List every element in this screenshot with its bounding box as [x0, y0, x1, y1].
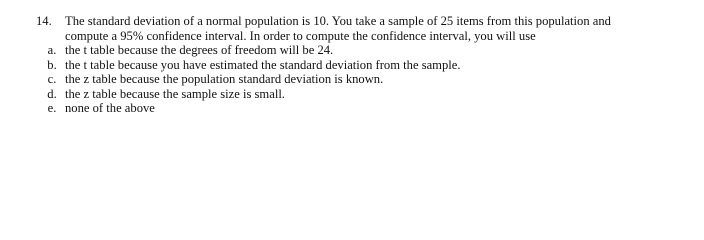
option-letter: d. — [47, 86, 57, 101]
option-text: none of the above — [65, 101, 155, 115]
option-d — [36, 87, 696, 102]
answer-options — [36, 43, 696, 116]
option-letter: c. — [47, 72, 57, 86]
option-letter: a. — [47, 43, 57, 57]
stem-line-2: compute a 95% confidence interval. In order to compute the confidence interval, you will use — [65, 28, 536, 43]
option-letter: b. — [47, 57, 57, 72]
stem-line-1: The standard deviation of a normal population is 10. You take a sample of 25 items from this population and — [65, 14, 611, 28]
option-e — [36, 101, 696, 116]
option-text: the t table because you have estimated the standard deviation from the sample. — [65, 57, 461, 72]
question-number: 14. — [36, 14, 52, 28]
option-c — [36, 72, 696, 87]
option-b — [36, 58, 696, 73]
question-stem-text — [58, 14, 696, 43]
option-text: the t table because the degrees of freedom will be 24. — [65, 43, 334, 57]
option-a — [36, 43, 696, 58]
question-stem — [36, 14, 696, 43]
question-14 — [36, 14, 696, 116]
option-letter: e. — [47, 101, 57, 115]
option-text: the z table because the sample size is small. — [65, 86, 285, 101]
option-text: the z table because the population standard deviation is known. — [65, 72, 384, 86]
